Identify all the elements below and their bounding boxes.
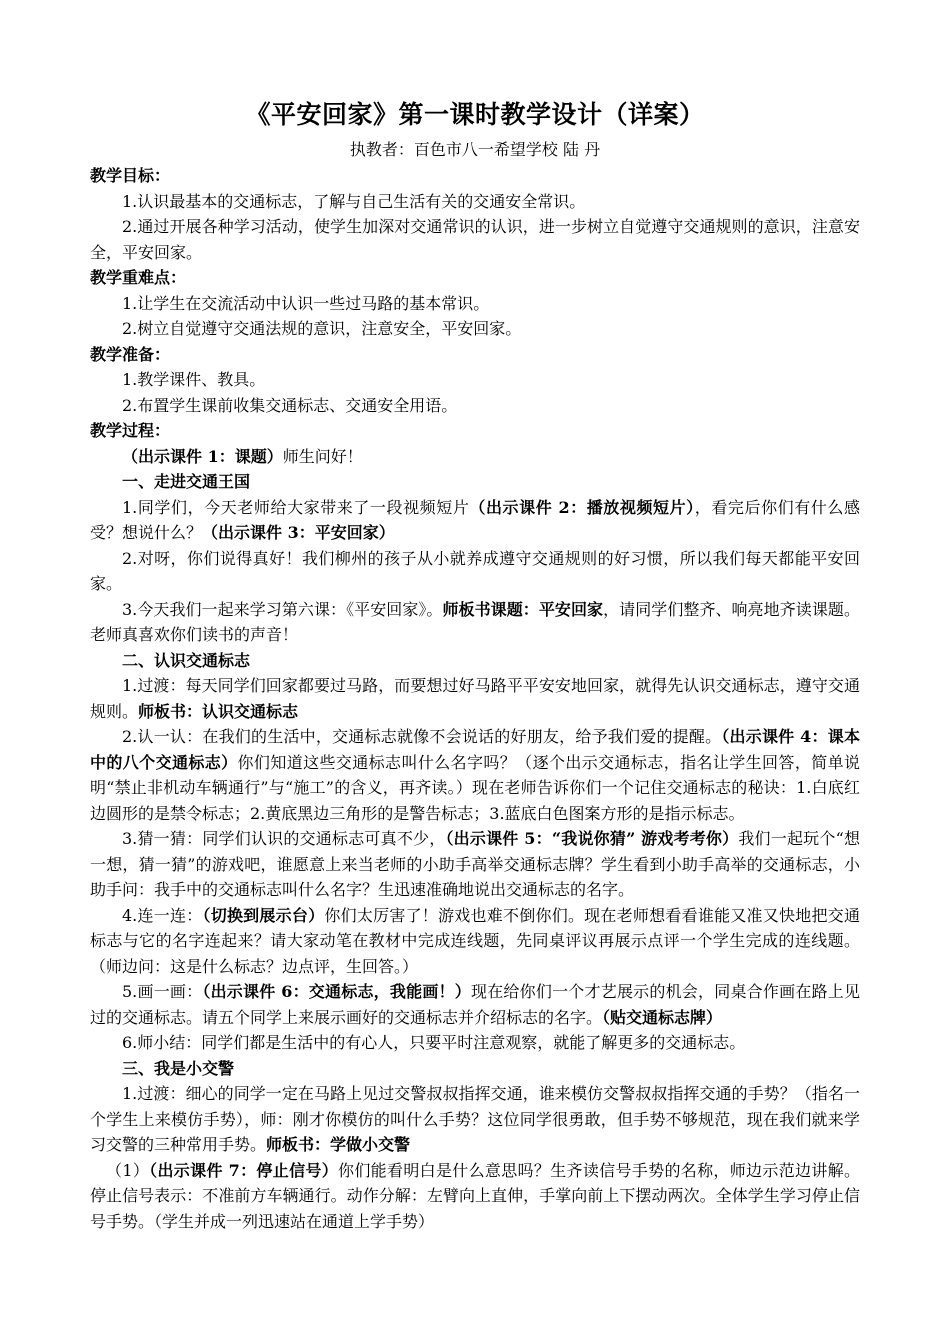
- section-2-paragraph-6: 6.师小结：同学们都是生活中的有心人，只要平时注意观察，就能了解更多的交通标志。: [122, 1033, 746, 1052]
- preparation-heading: 教学准备：: [90, 344, 171, 364]
- s2p3-text-c: 我们一起玩个“想一想，猜一猜”的游戏吧，谁愿意上来当老师的小助手高举交通标志牌？学生看到小助手高举的交通标志，小助手问：我手中的交通标志叫什么名字？生迅速准确地说出交通标志的名字。: [90, 829, 860, 899]
- goals-heading: 教学目标：: [90, 166, 171, 185]
- s2p1-text-a: 1.过渡：每天同学们回家都要过马路，而要想过好马路平平安安地回家，就得先认识交通标志，遵守交通规则。: [90, 676, 860, 721]
- s2p4-bold-b: （切换到展示台）: [202, 905, 325, 925]
- section-1-paragraph-3: [90, 597, 860, 648]
- key-point-item-2: 2.树立自觉遵守交通法规的意识，注意安全，平安回家。: [122, 319, 522, 338]
- s1p1-text-c: ，看完后你们有什么感受？想说什么？: [90, 497, 860, 542]
- section-2-paragraph-1: [90, 673, 860, 724]
- s2p3-bold-b: （出示课件 5：“我说你猜” 游戏考考你）: [445, 829, 739, 848]
- s1p1-text-a: 1.同学们，今天老师给大家带来了一段视频短片: [122, 497, 470, 517]
- s2p5-text-c: 现在给你们一个才艺展示的机会，同桌合作画在路上见过的交通标志。请五个同学上来展示画好的交通标志并介绍标志的名字。: [90, 982, 860, 1027]
- s2p5-bold-b: （出示课件 6：交通标志，我能画！）: [202, 982, 471, 1001]
- key-point-item-1: 1.让学生在交流活动中认识一些过马路的基本常识。: [122, 293, 490, 313]
- section-2-paragraph-3: [90, 826, 860, 903]
- section-2-paragraph-5: [90, 979, 860, 1030]
- s2p2-bold-b: （出示课件 4：课本中的八个交通标志）: [90, 727, 860, 772]
- section-3-paragraph-2: [90, 1158, 860, 1235]
- s2p3-text-a: 3.猜一猜：同学们认识的交通标志可真不少，: [122, 829, 446, 848]
- s3p1-text-a: 1.过渡：细心的同学一定在马路上见过交警叔叔指挥交通，谁来模仿交警叔叔指挥交通的手势？（指名一个学生上来模仿手势），师：刚才你模仿的叫什么手势？这位同学很勇敢，但手势不够规范，现在我们就来学习交警的三种常用手势。: [90, 1084, 860, 1154]
- section-2-paragraph-4: [90, 903, 860, 980]
- process-intro: [90, 444, 860, 470]
- section-2-heading: 二、认识交通标志: [122, 650, 251, 670]
- s1p3-text-a: 3.今天我们一起来学习第六课：《平安回家》。: [122, 599, 443, 619]
- section-1-paragraph-1: [90, 495, 860, 546]
- section-3-heading: 三、我是小交警: [122, 1058, 235, 1078]
- preparation-item-1: 1.教学课件、教具。: [122, 370, 266, 389]
- s2p2-text-c: 你们知道这些交通标志叫什么名字吗？（逐个出示交通标志，指名让学生回答，简单说明“禁止非机动车辆通行”与“施工”的含义，再齐读。）现在老师告诉你们一个记住交通标志的秘诀：1.白底红边圆形的是禁令标志；2.黄底黑边三角形的是警告标志；3.蓝底白色图案方形的是指示标志。: [90, 752, 860, 823]
- s2p4-text-a: 4.连一连：: [122, 905, 203, 925]
- process-heading: 教学过程：: [90, 421, 171, 440]
- courseware-1-label: （出示课件 1：课题）: [122, 446, 283, 466]
- s2p4-text-c: 你们太厉害了！游戏也难不倒你们。现在老师想看看谁能又准又快地把交通标志与它的名字连起来？请大家动笔在教材中完成连线题，先同桌评议再展示点评一个学生完成的连线题。（师边问：这是什么标志？边点评，生回答。）: [90, 905, 860, 976]
- process-intro-text: 师生问好！: [282, 446, 363, 466]
- section-3-paragraph-1: [90, 1081, 860, 1158]
- s1p3-bold-b: 师板书课题：平安回家: [442, 599, 604, 619]
- document-title: 《平安回家》第一课时教学设计（详案）: [245, 100, 705, 129]
- goal-item-1: 1.认识最基本的交通标志，了解与自己生活有关的交通安全常识。: [122, 191, 586, 211]
- goal-item-2: 2.通过开展各种学习活动，使学生加深对交通常识的认识，进一步树立自觉遵守交通规则的意识，注意安全，平安回家。: [90, 217, 860, 262]
- s3p2-text-a: （1）: [106, 1160, 150, 1180]
- s1p1-bold-d: （出示课件 3：平安回家）: [202, 523, 395, 542]
- author-line: 执教者：百色市八一希望学校 陆 丹: [349, 140, 601, 159]
- section-1-paragraph-2: 2.对呀，你们说得真好！我们柳州的孩子从小就养成遵守交通规则的好习惯，所以我们每天都能平安回家。: [90, 548, 860, 593]
- s2p5-text-a: 5.画一画：: [122, 982, 203, 1001]
- s3p2-bold-b: （出示课件 7：停止信号）: [149, 1160, 339, 1180]
- s3p1-bold-b: 师板书：学做小交警: [266, 1135, 411, 1154]
- document-page: [90, 95, 860, 1234]
- preparation-item-2: 2.布置学生课前收集交通标志、交通安全用语。: [122, 395, 458, 415]
- s1p3-text-c: ，请同学们整齐、响亮地齐读课题。老师真喜欢你们读书的声音！: [90, 599, 860, 644]
- s1p1-bold-b: （出示课件 2：播放视频短片）: [469, 497, 695, 517]
- section-2-paragraph-2: [90, 724, 860, 826]
- s2p5-bold-d: （贴交通标志牌）: [602, 1007, 723, 1027]
- s2p2-text-a: 2.认一认：在我们的生活中，交通标志就像不会说话的好朋友，给予我们爱的提醒。: [122, 727, 722, 746]
- section-1-heading: 一、走进交通王国: [122, 472, 251, 491]
- s3p2-text-c: 你们能看明白是什么意思吗？生齐读信号手势的名称，师边示范边讲解。停止信号表示：不准前方车辆通行。动作分解：左臂向上直伸，手掌向前上下摆动两次。全体学生学习停止信号手势。（学生并成一列迅速站在通道上学手势）: [90, 1160, 860, 1231]
- key-points-heading: 教学重难点：: [90, 268, 187, 287]
- s2p1-bold-b: 师板书：认识交通标志: [138, 701, 299, 721]
